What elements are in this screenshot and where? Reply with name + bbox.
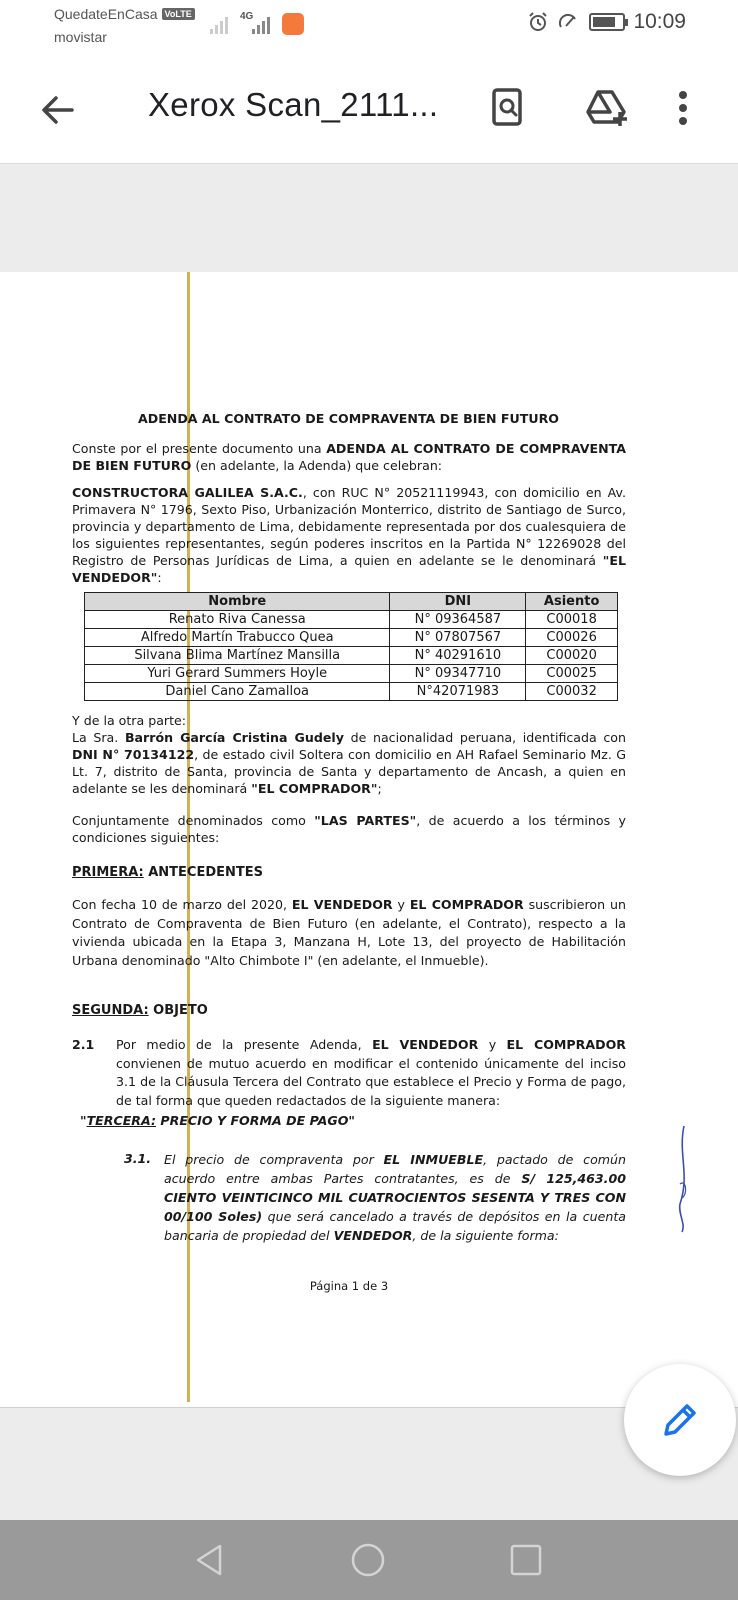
cell-asiento: C00018: [526, 611, 618, 629]
cell-dni: N° 40291610: [390, 647, 526, 665]
header-asiento: Asiento: [526, 593, 618, 611]
page-number: Página 1 de 3: [309, 1279, 389, 1293]
clause-31-seller: VENDEDOR: [333, 1228, 413, 1243]
clause-21-lead: Por medio de la presente Adenda,: [116, 1037, 362, 1052]
parties-alias: "LAS PARTES": [314, 813, 417, 828]
seller-end: :: [157, 570, 162, 585]
search-in-document-button[interactable]: [482, 82, 534, 134]
cell-nombre: Yuri Gerard Summers Hoyle: [85, 665, 390, 683]
header-dni: DNI: [390, 593, 526, 611]
signal-icon-2: [252, 14, 270, 34]
section-segunda-heading: [72, 1002, 208, 1019]
clause-31-amount: S/ 125,463.00 CIENTO VEINTICINCO MIL CUATROCIENTOS SESENTA Y TRES CON 00/100 Soles): [164, 1171, 626, 1224]
buyer-dni: DNI N° 70134122: [72, 747, 195, 762]
document-title: Xerox Scan_2111...: [148, 86, 439, 123]
tercera-heading: [80, 1112, 355, 1129]
status-bar: [0, 0, 738, 56]
intro-bold: ADENDA AL CONTRATO DE COMPRAVENTA DE BIEN FUTURO: [72, 441, 626, 473]
seller-alias: "EL VENDEDOR": [72, 553, 626, 585]
cell-dni: N° 09347710: [390, 665, 526, 683]
cell-nombre: Daniel Cano Zamalloa: [85, 683, 390, 701]
app-bar: [0, 56, 738, 164]
buyer-lead: La Sra.: [72, 730, 119, 745]
primera-lead: Con fecha 10 de marzo del 2020,: [72, 897, 288, 912]
find-in-page-icon: [482, 82, 534, 134]
back-button[interactable]: [34, 86, 82, 134]
parties-lead: Conjuntamente denominados como: [72, 813, 306, 828]
clause-21-buyer: EL COMPRADOR: [506, 1037, 626, 1052]
cell-dni: N° 09364587: [390, 611, 526, 629]
cell-asiento: C00026: [526, 629, 618, 647]
segunda-title: OBJETO: [148, 1003, 208, 1018]
edit-fab-button[interactable]: [624, 1364, 736, 1476]
primera-paragraph: [72, 896, 626, 971]
representatives-table: [84, 592, 618, 701]
primera-buyer: EL COMPRADOR: [409, 897, 524, 912]
table-row: [85, 647, 618, 665]
primera-text: suscribieron un Contrato de Compraventa de Bien Futuro (en adelante, el Contrato), respecto a la vivienda ubicada en la Etapa 3, Manzana H, Lote 13, del proyecto de Habilitación Urbana denominado "Alto Chimbote I" (en adelante, el Inmueble).: [72, 897, 626, 969]
pencil-icon: [660, 1400, 700, 1440]
primera-seller: EL VENDEDOR: [291, 897, 393, 912]
cell-asiento: C00020: [526, 647, 618, 665]
intro-paragraph: [72, 440, 626, 474]
cell-nombre: Silvana Blima Martínez Mansilla: [85, 647, 390, 665]
seller-paragraph: [72, 484, 626, 586]
cell-nombre: Renato Riva Canessa: [85, 611, 390, 629]
buyer-alias: "EL COMPRADOR": [251, 781, 378, 796]
tercera-title: PRECIO Y FORMA DE PAGO": [156, 1113, 355, 1128]
buyer-mid: de nacionalidad peruana, identificada con: [350, 730, 626, 745]
document-page[interactable]: [0, 272, 738, 1408]
primera-title: ANTECEDENTES: [143, 865, 264, 880]
seller-text: , con RUC N° 20521119943, con domicilio en Av. Primavera N° 1796, Sexto Piso, Urbanización Monterrico, distrito de Santiago de Surco, provincia y departamento de Lima, debidamente representada por dos cualesquiera de los siguientes representantes, según poderes inscritos en la Partida N° 12269028 del Registro de Personas Jurídicas de Lima, a quien en adelante se le denominará: [72, 485, 626, 568]
add-to-drive-icon: [580, 82, 632, 134]
primera-label: PRIMERA:: [72, 865, 144, 880]
signal-icon-1: [210, 14, 228, 34]
tercera-label: TERCERA:: [86, 1113, 157, 1128]
clause-31-lead: El precio de compraventa por: [164, 1152, 374, 1167]
clause-31-property: EL INMUEBLE: [383, 1152, 484, 1167]
carrier-primary-label: QuedateEnCasa: [54, 6, 158, 22]
nav-back-button[interactable]: [192, 1542, 228, 1578]
buyer-text: , de estado civil Soltera con domicilio en AH Rafael Seminario Mz. G Lt. 7, distrito de Santa, provincia de Santa y departamento de Ancash, a quien en adelante se les denominará: [72, 747, 626, 796]
cell-nombre: Alfredo Martín Trabucco Quea: [85, 629, 390, 647]
clause-31-end: , de la siguiente forma:: [412, 1228, 559, 1243]
carrier-secondary: movistar: [54, 29, 107, 45]
more-options-button[interactable]: [668, 82, 698, 134]
other-party-intro: Y de la otra parte:: [72, 713, 187, 728]
seller-name: CONSTRUCTORA GALILEA S.A.C.: [72, 485, 303, 500]
table-row: [85, 611, 618, 629]
buyer-end: ;: [377, 781, 382, 796]
clock: 10:09: [633, 10, 686, 33]
buyer-paragraph: [72, 712, 626, 797]
buyer-name: Barrón García Cristina Gudely: [124, 730, 344, 745]
clause-3-1-paragraph: [164, 1150, 626, 1245]
cell-dni: N° 07807567: [390, 629, 526, 647]
clause-3-1-number: 3.1.: [124, 1151, 152, 1166]
clause-31-mid2: que será cancelado a través de depósitos en la cuenta bancaria de propiedad del: [164, 1209, 626, 1243]
tercera-open-quote: ": [80, 1113, 87, 1128]
table-row: [85, 683, 618, 701]
clause-21-and: y: [488, 1037, 497, 1052]
segunda-label: SEGUNDA:: [72, 1003, 149, 1018]
document-heading: ADENDA AL CONTRATO DE COMPRAVENTA DE BIEN FUTURO: [138, 411, 559, 426]
carrier-primary: [54, 6, 195, 22]
clause-2-1-number: 2.1: [72, 1037, 95, 1052]
clause-2-1-paragraph: [116, 1036, 626, 1111]
intro-lead: Conste por el presente documento una: [72, 441, 322, 456]
nav-recents-button[interactable]: [508, 1542, 544, 1578]
table-row: [85, 629, 618, 647]
table-header-row: [85, 593, 618, 611]
system-nav-bar: [0, 1520, 738, 1600]
nav-back-icon: [192, 1542, 228, 1578]
cell-asiento: C00032: [526, 683, 618, 701]
more-vert-icon: [668, 82, 698, 134]
section-primera-heading: [72, 864, 263, 881]
header-nombre: Nombre: [85, 593, 390, 611]
data-saver-icon: [557, 11, 581, 33]
parties-tail: , de acuerdo a los términos y condiciones siguientes:: [72, 813, 626, 845]
network-type: 4G: [240, 11, 254, 22]
clause-31-mid: , pactado de común acuerdo entre ambas Partes contratantes, es de: [164, 1152, 627, 1186]
signature-mark: [672, 1124, 696, 1234]
clause-21-text: convienen de mutuo acuerdo en modificar el contenido únicamente del inciso 3.1 de la Cláusula Tercera del Contrato que establece el Precio y Forma de pago, de tal forma que queden redactados de la siguiente manera:: [116, 1055, 626, 1109]
clause-21-seller: EL VENDEDOR: [372, 1037, 479, 1052]
cell-asiento: C00025: [526, 665, 618, 683]
nav-home-icon: [350, 1542, 386, 1578]
nav-home-button[interactable]: [350, 1542, 386, 1578]
table-row: [85, 665, 618, 683]
alarm-icon: [527, 11, 549, 33]
primera-and: y: [397, 897, 405, 912]
add-to-drive-button[interactable]: [580, 82, 632, 134]
status-right: [527, 10, 686, 34]
nav-recents-icon: [508, 1542, 544, 1578]
cell-dni: N°42071983: [390, 683, 526, 701]
volte-badge: VoLTE: [162, 8, 195, 20]
arrow-back-icon: [34, 86, 82, 134]
parties-paragraph: [72, 812, 626, 846]
intro-tail: (en adelante, la Adenda) que celebran:: [195, 458, 443, 473]
app-notification-icon: [282, 13, 304, 35]
battery-icon: [589, 13, 625, 31]
